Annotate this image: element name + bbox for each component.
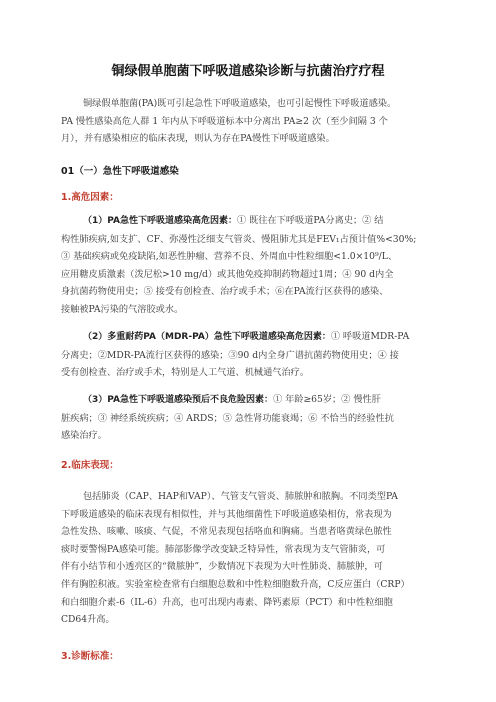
subheading-diagnostic-criteria: 3.诊断标准： <box>61 651 119 662</box>
document-title: 铜绿假单胞菌下呼吸道感染诊断与抗菌治疗疗程 <box>111 64 385 79</box>
p3-line-2: 脏疾病；③ 神经系统疾病；④ ARDS；⑤ 急性肾功能衰竭；⑥ 不恰当的经验性抗 <box>61 412 394 424</box>
p3-line-3: 感染治疗。 <box>61 430 107 442</box>
p2-line-2: 分离史；②MDR-PA流行区获得的感染；③90 d内全身广谱抗菌药物使用史；④ 接 <box>61 349 399 361</box>
subheading-clinical-manifestations: 2.临床表现： <box>61 460 119 471</box>
p4-line-3: 急性发热、咳嗽、咳痰、气促，不常见表现包括咯血和胸痛。当患者咯黄绿色脓性 <box>61 526 392 538</box>
p1-line-2: 构性肺疾病,如支扩、CF、弥漫性泛细支气管炎、慢阻肺尤其是FEV₁占预计值%<30%; <box>61 233 417 245</box>
p2-line-3: 受有创检查、治疗或手术，特别是人工气道、机械通气治疗。 <box>61 367 310 379</box>
p4-line-2: 下呼吸道感染的临床表现有相似性，并与其他细菌性下呼吸道感染相仿，常表现为 <box>61 508 392 520</box>
p4-line-4: 痰时要警惕PA感染可能。肺部影像学改变缺乏特异性，常表现为支气管肺炎，可 <box>61 543 386 555</box>
paragraph-lead-1: （1）PA急性下呼吸道感染高危因素： <box>83 216 237 226</box>
p1-line-3: ③ 基础疾病或免疫缺陷,如恶性肿瘤、营养不良、外周血中性粒细胞<1.0×10⁹/L、 <box>61 251 398 263</box>
intro-line-2: PA 慢性感染高危人群 1 年内从下呼吸道标本中分离出 PA≥2 次（至少间隔 3 个 <box>61 115 388 127</box>
intro-line-3: 月），并有感染相应的临床表现，则认为存在PA慢性下呼吸道感染。 <box>61 133 335 145</box>
p4-line-6: 伴有胸腔积液。实验室检查常有白细胞总数和中性粒细胞数升高，C反应蛋白（CRP） <box>61 578 410 590</box>
paragraph-prognosis-risk <box>61 391 433 445</box>
paragraph-clinical <box>61 488 433 629</box>
p1-line-6: 接触被PA污染的气溶胶或水。 <box>61 303 184 315</box>
p4-line-5: 伴有小结节和小透亮区的“微脓肿”，少数情况下表现为大叶性肺炎、肺脓肿，可 <box>61 561 383 573</box>
p1-line-5: 身抗菌药物使用史；⑤ 接受有创检查、治疗或手术；⑥在PA流行区获得的感染、 <box>61 286 389 298</box>
p1-line-4: 应用糖皮质激素（泼尼松>10 mg/d）或其他免疫抑制药物超过1周；④ 90 d内全 <box>61 268 394 280</box>
intro-paragraph <box>61 95 433 148</box>
p3-line-1: ① 年龄≥65岁；② 慢性肝 <box>273 394 381 405</box>
paragraph-lead-3: （3）PA急性下呼吸道感染预后不良危险因素： <box>83 395 273 405</box>
p1-line-1: ① 既往在下呼吸道PA分离史；② 结 <box>237 215 384 226</box>
paragraph-lead-2: （2）多重耐药PA（MDR-PA）急性下呼吸道感染高危因素： <box>83 332 331 342</box>
p4-line-7: 和白细胞介素-6（IL-6）升高，也可出现内毒素、降钙素原（PCT）和中性粒细胞 <box>61 596 393 608</box>
paragraph-mdr-risk <box>61 328 433 382</box>
paragraph-risk-factors <box>61 212 433 319</box>
p2-line-1: ① 呼吸道MDR-PA <box>330 331 410 342</box>
subheading-risk-factors: 1.高危因素： <box>61 192 119 203</box>
intro-line-1: 铜绿假单胞菌(PA)既可引起急性下呼吸道感染，也可引起慢性下呼吸道感染。 <box>83 98 397 109</box>
section-heading-acute: 01（一）急性下呼吸道感染 <box>61 166 179 177</box>
p4-line-8: CD64升高。 <box>61 614 115 626</box>
p4-line-1: 包括肺炎（CAP、HAP和VAP）、气管支气管炎、肺脓肿和脓胸。不同类型PA <box>83 491 398 502</box>
